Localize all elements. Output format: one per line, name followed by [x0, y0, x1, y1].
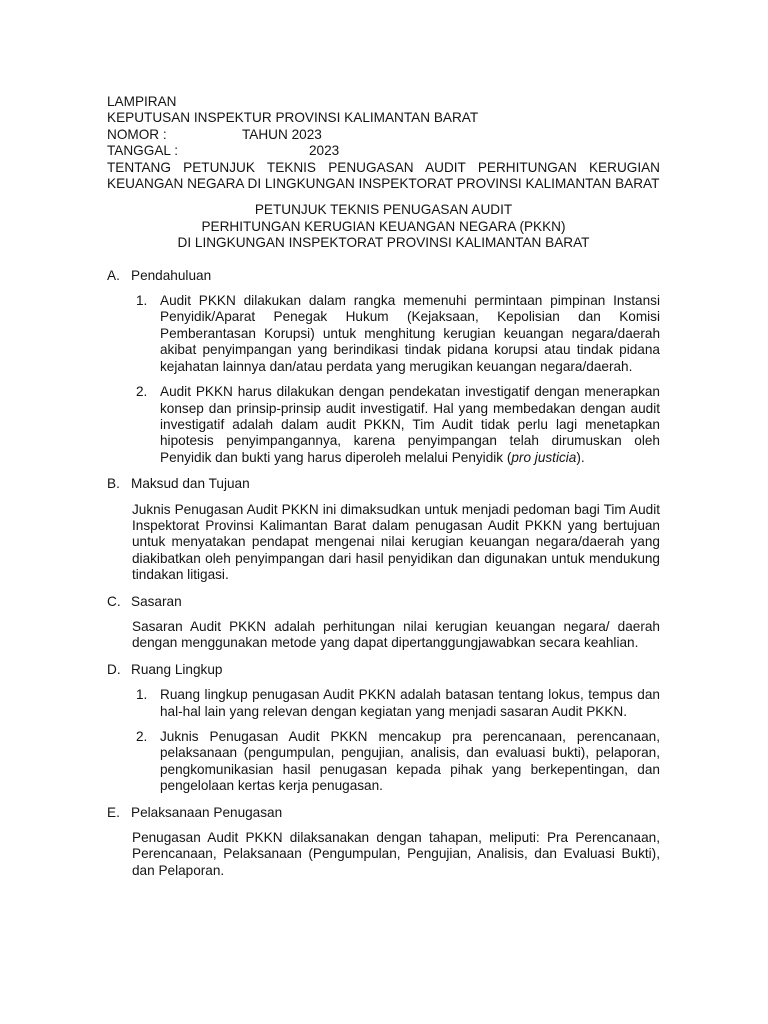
section-heading [107, 594, 660, 610]
item-text: Audit PKKN dilakukan dalam rangka memenuhi permintaan pimpinan Instansi Penyidik/Aparat Penegak Hukum (Kejaksaan, Kepolisian dan Komisi Pemberantasan Korupsi) untuk menghitung kerugian keuangan negara/daerah akibat penyimpangan yang berindikasi tindak pidana korupsi atau tindak pidana kejahatan lainnya dan/atau perdata yang merugikan keuangan negara/daerah. [160, 293, 660, 374]
section-title: Ruang Lingkup [131, 661, 223, 677]
tanggal-label: TANGGAL : [107, 143, 179, 159]
section-paragraph: Penugasan Audit PKKN dilaksanakan dengan tahapan, meliputi: Pra Perencanaan, Perencanaan, Pelaksanaan (Pengumpulan, Pengujian, Analisis, dan Evaluasi Bukti), dan Pelaporan. [132, 830, 660, 878]
title-line-2: PERHITUNGAN KERUGIAN KEUANGAN NEGARA (PKKN) [201, 218, 566, 234]
section-title: Maksud dan Tujuan [131, 476, 250, 492]
list-item [136, 384, 660, 466]
section-title: Sasaran [131, 593, 182, 609]
section-ruang-lingkup [107, 662, 660, 795]
item-number: 1. [136, 293, 148, 309]
list-item [136, 729, 660, 795]
list-item [136, 687, 660, 720]
tanggal-line [107, 143, 660, 159]
section-heading [107, 476, 660, 492]
section-heading [107, 805, 660, 821]
list-item [136, 293, 660, 375]
document-title [107, 202, 660, 251]
lampiran-label: LAMPIRAN [107, 94, 177, 109]
header-block [107, 94, 660, 192]
item-text: Juknis Penugasan Audit PKKN mencakup pra perencanaan, perencanaan, pelaksanaan (pengumpulan, pengujian, analisis, dan evaluasi bukti), pelaporan, pengkomunikasian hasil penugasan kepada pihak yang berkepentingan, dan pengelolaan kertas kerja penugasan. [160, 729, 660, 794]
tahun-value: TAHUN 2023 [242, 126, 322, 142]
numbered-list [136, 293, 660, 466]
numbered-list [136, 687, 660, 794]
section-pendahuluan [107, 268, 660, 466]
section-sasaran [107, 594, 660, 652]
item-text [160, 384, 660, 466]
section-title: Pendahuluan [131, 267, 212, 283]
italic-term: pro justicia [511, 449, 577, 465]
section-letter: D. [107, 661, 121, 677]
tanggal-year: 2023 [309, 143, 340, 159]
section-heading [107, 268, 660, 284]
section-letter: B. [107, 476, 120, 492]
nomor-label: NOMOR : [107, 126, 167, 142]
section-title: Pelaksanaan Penugasan [131, 804, 283, 820]
item-text: Ruang lingkup penugasan Audit PKKN adalah batasan tentang lokus, tempus dan hal-hal lain yang relevan dengan kegiatan yang menjadi sasaran Audit PKKN. [160, 687, 660, 719]
keputusan-line: KEPUTUSAN INSPEKTUR PROVINSI KALIMANTAN BARAT [107, 110, 479, 126]
item-number: 1. [136, 687, 148, 703]
section-paragraph: Sasaran Audit PKKN adalah perhitungan nilai kerugian keuangan negara/ daerah dengan menggunakan metode yang dapat dipertanggungjawabkan secara keahlian. [132, 618, 660, 651]
section-maksud-tujuan [107, 476, 660, 583]
section-paragraph: Juknis Penugasan Audit PKKN ini dimaksudkan untuk menjadi pedoman bagi Tim Audit Inspektorat Provinsi Kalimantan Barat dalam penugasan Audit PKKN yang bertujuan untuk menyatakan pendapat mengenai nilai kerugian keuangan negara/daerah yang diakibatkan oleh penyimpangan dari hasil penyidikan dan digunakan untuk mendukung tindakan litigasi. [132, 501, 660, 583]
section-pelaksanaan [107, 805, 660, 880]
title-line-3: DI LINGKUNGAN INSPEKTORAT PROVINSI KALIMANTAN BARAT [177, 235, 590, 251]
item-text-main: Audit PKKN harus dilakukan dengan pendekatan investigatif dengan menerapkan konsep dan prinsip-prinsip audit investigatif. Hal yang membedakan dengan audit investigatif adalah dalam audit PKKN, Tim Audit tidak perlu lagi menetapkan hipotesis penyimpangannya, karena penyimpangan telah dirumuskan oleh Penyidik dan bukti yang harus diperoleh melalui Penyidik ( [160, 384, 660, 465]
nomor-line [107, 127, 660, 143]
tentang-text: TENTANG PETUNJUK TEKNIS PENUGASAN AUDIT PERHITUNGAN KERUGIAN KEUANGAN NEGARA DI LINGKUNGAN INSPEKTORAT PROVINSI KALIMANTAN BARAT [107, 159, 660, 192]
section-heading [107, 662, 660, 678]
section-letter: C. [107, 593, 121, 609]
section-letter: E. [107, 804, 120, 820]
section-letter: A. [107, 267, 120, 283]
item-number: 2. [136, 384, 148, 400]
title-line-1: PETUNJUK TEKNIS PENUGASAN AUDIT [254, 202, 513, 218]
item-number: 2. [136, 729, 148, 744]
item-text-end: ). [576, 449, 585, 465]
